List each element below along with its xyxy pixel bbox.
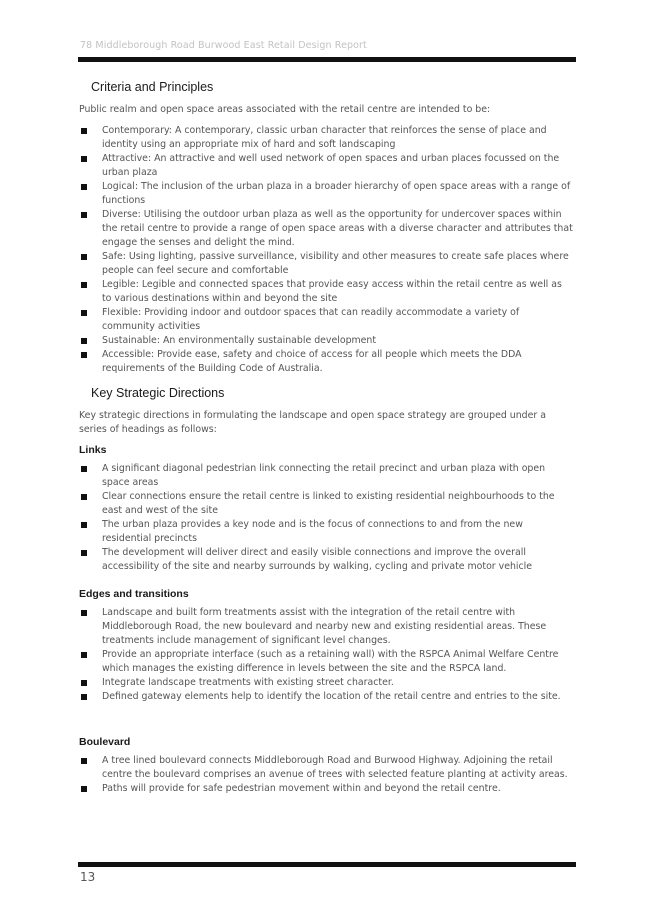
criteria-title: Criteria and Principles bbox=[91, 80, 214, 94]
list-item bbox=[79, 306, 574, 334]
list-item-text: Flexible: Providing indoor and outdoor spaces that can readily accommodate a variety of community activities bbox=[102, 307, 520, 332]
list-item-text: Logical: The inclusion of the urban plaza in a broader hierarchy of open space areas with a range of functions bbox=[102, 181, 571, 206]
list-item bbox=[79, 782, 574, 796]
list-item bbox=[79, 754, 574, 782]
running-title: 78 Middleborough Road Burwood East Retail Design Report bbox=[80, 40, 367, 51]
list-item-text: Accessible: Provide ease, safety and choice of access for all people which meets the DDA requirements of the Building Code of Australia. bbox=[102, 349, 522, 374]
list-item bbox=[79, 690, 574, 704]
criteria-intro: Public realm and open space areas associated with the retail centre are intended to be: bbox=[79, 104, 491, 115]
bullet-square-icon bbox=[81, 758, 87, 764]
list-item-text: Contemporary: A contemporary, classic urban character that reinforces the sense of place and identity using an appropriate mix of hard and soft landscaping bbox=[102, 125, 547, 150]
bullet-square-icon bbox=[81, 184, 87, 190]
list-item-text: Provide an appropriate interface (such as a retaining wall) with the RSPCA Animal Welfare Centre which manages the existing difference in levels between the site and the RSPCA land. bbox=[102, 649, 559, 674]
bullet-square-icon bbox=[81, 494, 87, 500]
list-item bbox=[79, 462, 574, 490]
list-item-text: Attractive: An attractive and well used network of open spaces and urban places focussed on the urban plaza bbox=[102, 153, 560, 178]
list-item bbox=[79, 180, 574, 208]
boulevard-list bbox=[79, 754, 574, 796]
list-item bbox=[79, 124, 574, 152]
bullet-square-icon bbox=[81, 466, 87, 472]
bullet-square-icon bbox=[81, 522, 87, 528]
bullet-square-icon bbox=[81, 694, 87, 700]
list-item-text: A tree lined boulevard connects Middleborough Road and Burwood Highway. Adjoining the retail centre the boulevard comprises an avenue of trees with selected feature planting at activity areas. bbox=[102, 755, 568, 780]
list-item-text: Integrate landscape treatments with existing street character. bbox=[102, 677, 394, 688]
footer-rule bbox=[78, 862, 576, 867]
bullet-square-icon bbox=[81, 156, 87, 162]
list-item bbox=[79, 518, 574, 546]
bullet-square-icon bbox=[81, 352, 87, 358]
boulevard-heading: Boulevard bbox=[79, 736, 131, 748]
bullet-square-icon bbox=[81, 680, 87, 686]
bullet-square-icon bbox=[81, 550, 87, 556]
list-item bbox=[79, 606, 574, 648]
list-item-text: Paths will provide for safe pedestrian movement within and beyond the retail centre. bbox=[102, 783, 501, 794]
bullet-square-icon bbox=[81, 338, 87, 344]
list-item bbox=[79, 250, 574, 278]
list-item-text: Diverse: Utilising the outdoor urban plaza as well as the opportunity for undercover spaces within the retail centre to provide a range of open space areas with a diverse character and attributes that engage the senses and delight the mind. bbox=[102, 209, 573, 248]
list-item bbox=[79, 278, 574, 306]
list-item bbox=[79, 152, 574, 180]
list-item-text: Legible: Legible and connected spaces that provide easy access within the retail centre as well as to various destinations within and beyond the site bbox=[102, 279, 562, 304]
bullet-square-icon bbox=[81, 254, 87, 260]
edges-list bbox=[79, 606, 574, 704]
list-item-text: Clear connections ensure the retail centre is linked to existing residential neighbourhoods to the east and west of the site bbox=[102, 491, 555, 516]
list-item bbox=[79, 648, 574, 676]
page-number: 13 bbox=[80, 870, 96, 884]
list-item bbox=[79, 348, 574, 376]
list-item-text: The urban plaza provides a key node and is the focus of connections to and from the new residential precincts bbox=[102, 519, 523, 544]
list-item-text: Safe: Using lighting, passive surveillance, visibility and other measures to create safe places where people can feel secure and comfortable bbox=[102, 251, 569, 276]
links-list bbox=[79, 462, 574, 574]
list-item-text: The development will deliver direct and easily visible connections and improve the overall accessibility of the site and nearby surrounds by walking, cycling and private motor vehicle bbox=[102, 547, 533, 572]
header-rule bbox=[78, 57, 576, 62]
page-body bbox=[79, 80, 574, 796]
bullet-square-icon bbox=[81, 212, 87, 218]
list-item-text: A significant diagonal pedestrian link connecting the retail precinct and urban plaza with open space areas bbox=[102, 463, 546, 488]
bullet-square-icon bbox=[81, 310, 87, 316]
list-item-text: Sustainable: An environmentally sustainable development bbox=[102, 335, 377, 346]
list-item bbox=[79, 676, 574, 690]
bullet-square-icon bbox=[81, 652, 87, 658]
list-item-text: Landscape and built form treatments assist with the integration of the retail centre with Middleborough Road, the new boulevard and nearby new and existing residential areas. These treatments include management of significant level changes. bbox=[102, 607, 547, 646]
list-item bbox=[79, 546, 574, 574]
criteria-list bbox=[79, 124, 574, 376]
strategic-title: Key Strategic Directions bbox=[91, 386, 225, 400]
bullet-square-icon bbox=[81, 786, 87, 792]
bullet-square-icon bbox=[81, 610, 87, 616]
edges-heading: Edges and transitions bbox=[79, 588, 189, 600]
list-item bbox=[79, 208, 574, 250]
bullet-square-icon bbox=[81, 128, 87, 134]
strategic-intro: Key strategic directions in formulating the landscape and open space strategy are grouped under a series of headings as follows: bbox=[79, 410, 546, 435]
list-item bbox=[79, 334, 574, 348]
list-item-text: Defined gateway elements help to identify the location of the retail centre and entries to the site. bbox=[102, 691, 561, 702]
links-heading: Links bbox=[79, 444, 107, 456]
bullet-square-icon bbox=[81, 282, 87, 288]
list-item bbox=[79, 490, 574, 518]
